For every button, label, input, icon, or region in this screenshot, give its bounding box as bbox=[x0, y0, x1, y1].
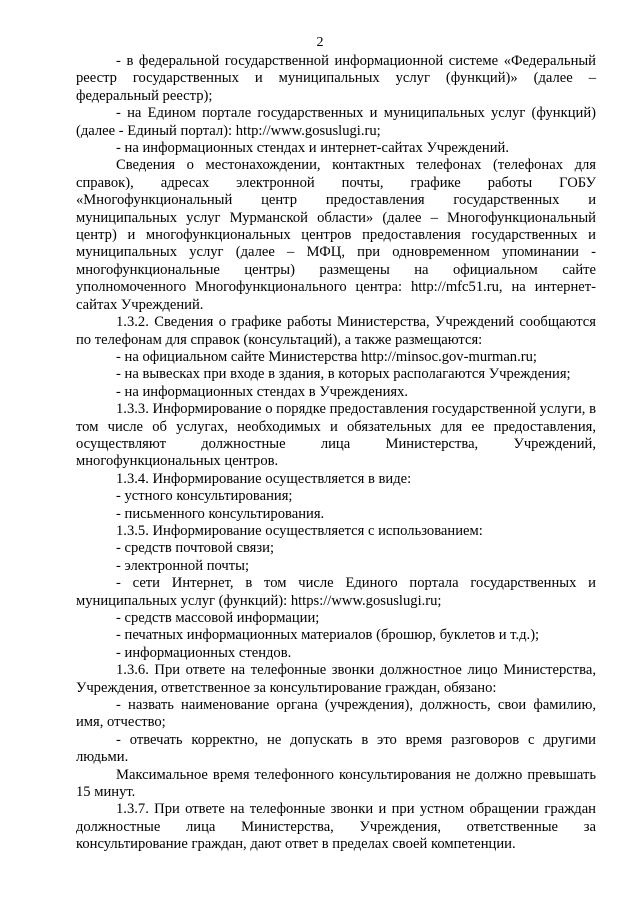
list-item-mass-media: - средств массовой информации; bbox=[116, 610, 320, 626]
paragraph-1-3-2: 1.3.2. Сведения о графике работы Министерства, Учреждений сообщаются по телефонам для справок (консультаций), а также размещаются: bbox=[76, 314, 596, 348]
paragraph-mfc-info: Сведения о местонахождении, контактных телефонах (телефонах для справок), адресах электронной почты, графике работы ГОБУ «Многофункциональный центр предоставления государственных и муниципальных услуг Мурманской области» (далее – Многофункциональный центр) и многофункциональных центров предоставления государственных и муниципальных услуг (далее – МФЦ, при одновременном упоминании - многофункциональные центры) размещены на официальном сайте уполномоченного Многофункционального центра: http://mfc51.ru, на интернет-сайтах Учреждений. bbox=[76, 157, 596, 313]
list-item-stands-institutions: - на информационных стендах в Учреждениях. bbox=[116, 383, 409, 400]
list-item-ministry-site: - на официальном сайте Министерства http://minsoc.gov-murman.ru; bbox=[116, 348, 537, 365]
paragraph-1-3-5: 1.3.5. Информирование осуществляется с использованием: bbox=[116, 522, 483, 539]
paragraph-info-stands-sites: - на информационных стендах и интернет-сайтах Учреждений. bbox=[116, 140, 509, 157]
paragraph-1-3-4: 1.3.4. Информирование осуществляется в виде: bbox=[116, 470, 412, 487]
paragraph-1-3-3: 1.3.3. Информирование о порядке предоставления государственной услуги, в том числе об услугах, необходимых и обязательных для ее предоставления, осуществляют должностные лица Министерства, Учреждений, многофункциональных центров. bbox=[76, 401, 596, 470]
list-item-email: - электронной почты; bbox=[116, 557, 249, 574]
list-item-info-stands: - информационных стендов. bbox=[116, 644, 292, 661]
list-item-answer-correctly: - отвечать корректно, не допускать в это время разговоров с другими людьми. bbox=[76, 731, 596, 766]
list-item-name-organization: - назвать наименование органа (учреждения), должность, свои фамилию, имя, отчество; bbox=[76, 697, 596, 731]
list-item-oral-consulting: - устного консультирования; bbox=[116, 488, 293, 505]
list-item-printed-materials: - печатных информационных материалов (брошюр, буклетов и т.д.); bbox=[116, 627, 540, 644]
list-item-entrance-signs: - на вывесках при входе в здания, в которых располагаются Учреждения; bbox=[116, 366, 571, 383]
list-item-postal: - средств почтовой связи; bbox=[116, 540, 275, 557]
paragraph-1-3-7: 1.3.7. При ответе на телефонные звонки и при устном обращении граждан должностные лица Министерства, Учреждения, ответственные за консультирование граждан, дают ответ в пределах своей компетенции. bbox=[76, 801, 596, 853]
paragraph-unified-portal: - на Едином портале государственных и муниципальных услуг (функций) (далее - Единый портал): http://www.gosuslugi.ru; bbox=[76, 105, 596, 139]
document-body bbox=[76, 53, 596, 854]
page-number: 2 bbox=[316, 35, 324, 50]
paragraph-max-time: Максимальное время телефонного консультирования не должно превышать 15 минут. bbox=[76, 766, 596, 801]
paragraph-1-3-6: 1.3.6. При ответе на телефонные звонки должностное лицо Министерства, Учреждения, ответственное за консультирование граждан, обязано: bbox=[76, 662, 596, 696]
paragraph-federal-registry: - в федеральной государственной информационной системе «Федеральный реестр государственных и муниципальных услуг (функций)» (далее – федеральный реестр); bbox=[76, 53, 596, 104]
list-item-written-consulting: - письменного консультирования. bbox=[116, 505, 325, 522]
list-item-internet: - сети Интернет, в том числе Единого портала государственных и муниципальных услуг (функций): https://www.gosuslugi.ru; bbox=[76, 575, 596, 609]
